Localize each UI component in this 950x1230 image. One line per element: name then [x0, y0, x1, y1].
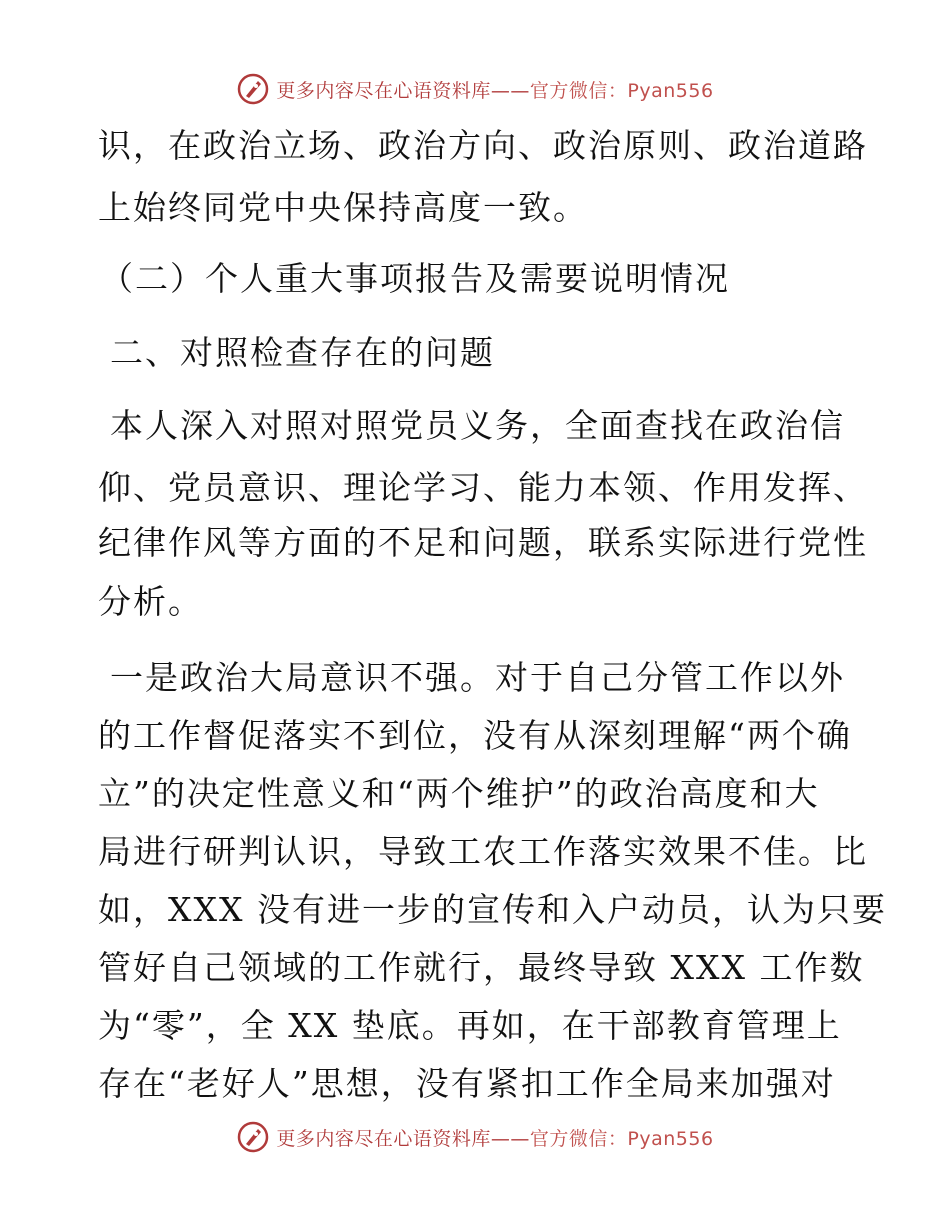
body-line: 上始终同党中央保持高度一致。	[98, 188, 588, 227]
body-line: 管好自己领域的工作就行，最终导致 XXX 工作数	[98, 948, 865, 987]
body-line: 局进行研判认识，导致工农工作落实效果不佳。比	[98, 832, 868, 871]
header-watermark-banner	[0, 72, 950, 106]
header-banner-text	[276, 76, 713, 103]
body-line: 识，在政治立场、政治方向、政治原则、政治道路	[98, 126, 868, 165]
section-heading: 二、对照检查存在的问题	[110, 333, 495, 372]
pen-nib-logo-icon	[236, 72, 270, 106]
pen-nib-logo-icon	[236, 1120, 270, 1154]
footer-banner-text	[276, 1124, 713, 1151]
section-heading: （二）个人重大事项报告及需要说明情况	[100, 259, 730, 298]
body-line: 仰、党员意识、理论学习、能力本领、作用发挥、	[98, 468, 868, 507]
body-line: 如，XXX 没有进一步的宣传和入户动员，认为只要	[98, 890, 887, 929]
body-line: 纪律作风等方面的不足和问题，联系实际进行党性	[98, 523, 868, 562]
body-line: 存在“老好人”思想，没有紧扣工作全局来加强对	[98, 1064, 836, 1103]
footer-watermark-banner	[0, 1120, 950, 1154]
body-line: 本人深入对照对照党员义务，全面查找在政治信	[110, 406, 845, 445]
body-line: 为“零”，全 XX 垫底。再如，在干部教育管理上	[98, 1006, 842, 1045]
body-line: 分析。	[98, 582, 203, 621]
body-line: 立”的决定性意义和“两个维护”的政治高度和大	[98, 774, 820, 813]
footer-banner-wechat: 官方微信：Pyan556	[529, 1127, 714, 1150]
footer-banner-main: 更多内容尽在心语资料库——	[276, 1127, 530, 1150]
header-banner-main: 更多内容尽在心语资料库——	[276, 79, 530, 102]
body-line: 一是政治大局意识不强。对于自己分管工作以外	[110, 658, 845, 697]
body-line: 的工作督促落实不到位，没有从深刻理解“两个确	[98, 716, 852, 755]
header-banner-wechat: 官方微信：Pyan556	[529, 79, 714, 102]
